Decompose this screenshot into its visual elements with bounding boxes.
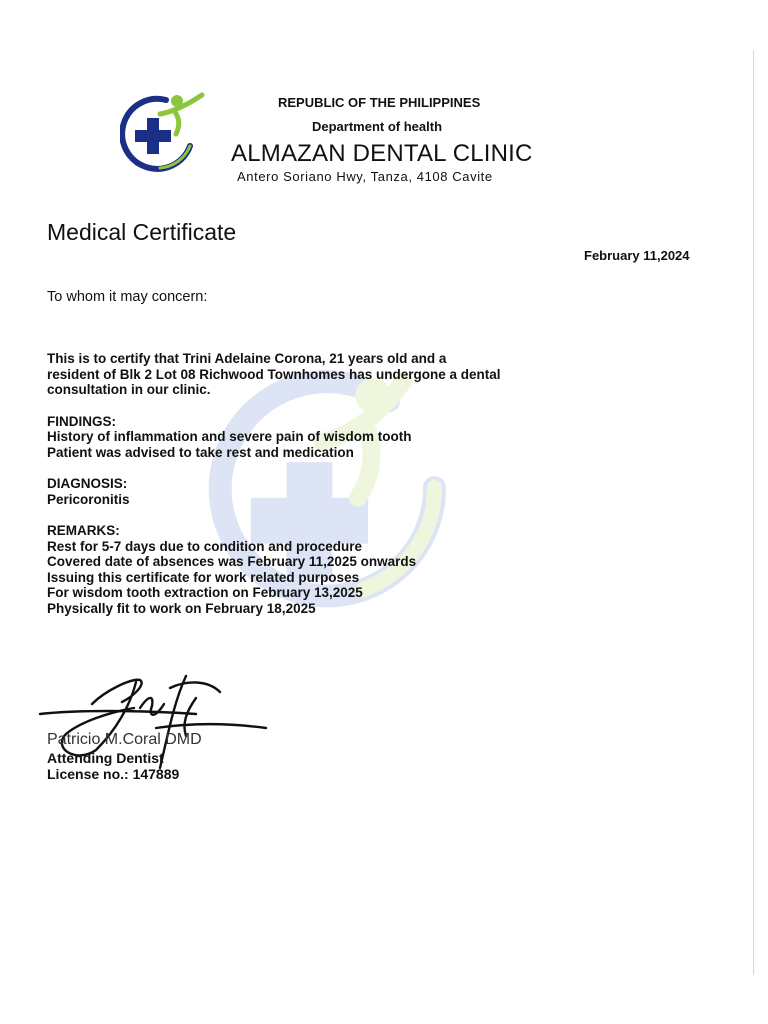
remarks-line: Physically fit to work on February 18,2025 [47, 600, 316, 616]
page-edge-rule [753, 50, 754, 975]
certificate-title: Medical Certificate [47, 219, 237, 245]
department-heading: Department of health [312, 119, 443, 134]
remarks-section [47, 523, 607, 616]
certificate-date: February 11,2024 [584, 248, 690, 263]
license-number: License no.: 147889 [47, 766, 180, 782]
diagnosis-section [47, 476, 607, 507]
republic-heading: REPUBLIC OF THE PHILIPPINES [278, 95, 481, 110]
signatory-name: Patricio M.Coral DMD [47, 731, 202, 748]
diagnosis-line: Pericoronitis [47, 491, 130, 507]
remarks-line: Rest for 5-7 days due to condition and procedure [47, 538, 363, 554]
remarks-line: For wisdom tooth extraction on February 13,2025 [47, 585, 363, 600]
findings-heading: FINDINGS: [47, 413, 116, 429]
clinic-name: ALMAZAN DENTAL CLINIC [231, 140, 533, 167]
certificate-body [47, 351, 607, 616]
remarks-heading: REMARKS: [47, 523, 120, 538]
remarks-line: Issuing this certificate for work related purposes [47, 569, 360, 585]
findings-section [47, 414, 607, 461]
intro-paragraph [47, 351, 607, 398]
intro-line: resident of Blk 2 Lot 08 Richwood Townhomes has undergone a dental [47, 366, 501, 382]
intro-line: consultation in our clinic. [47, 382, 211, 397]
signatory-role: Attending Dentist [47, 750, 164, 766]
remarks-line: Covered date of absences was February 11,2025 onwards [47, 554, 417, 569]
findings-line: History of inflammation and severe pain of wisdom tooth [47, 429, 412, 444]
medical-cross-person-logo-icon [120, 92, 208, 172]
clinic-address: Antero Soriano Hwy, Tanza, 4108 Cavite [237, 169, 493, 184]
findings-line: Patient was advised to take rest and medication [47, 444, 354, 460]
diagnosis-heading: DIAGNOSIS: [47, 476, 128, 491]
intro-line: This is to certify that Trini Adelaine Corona, 21 years old and a [47, 351, 447, 366]
salutation: To whom it may concern: [47, 289, 208, 305]
